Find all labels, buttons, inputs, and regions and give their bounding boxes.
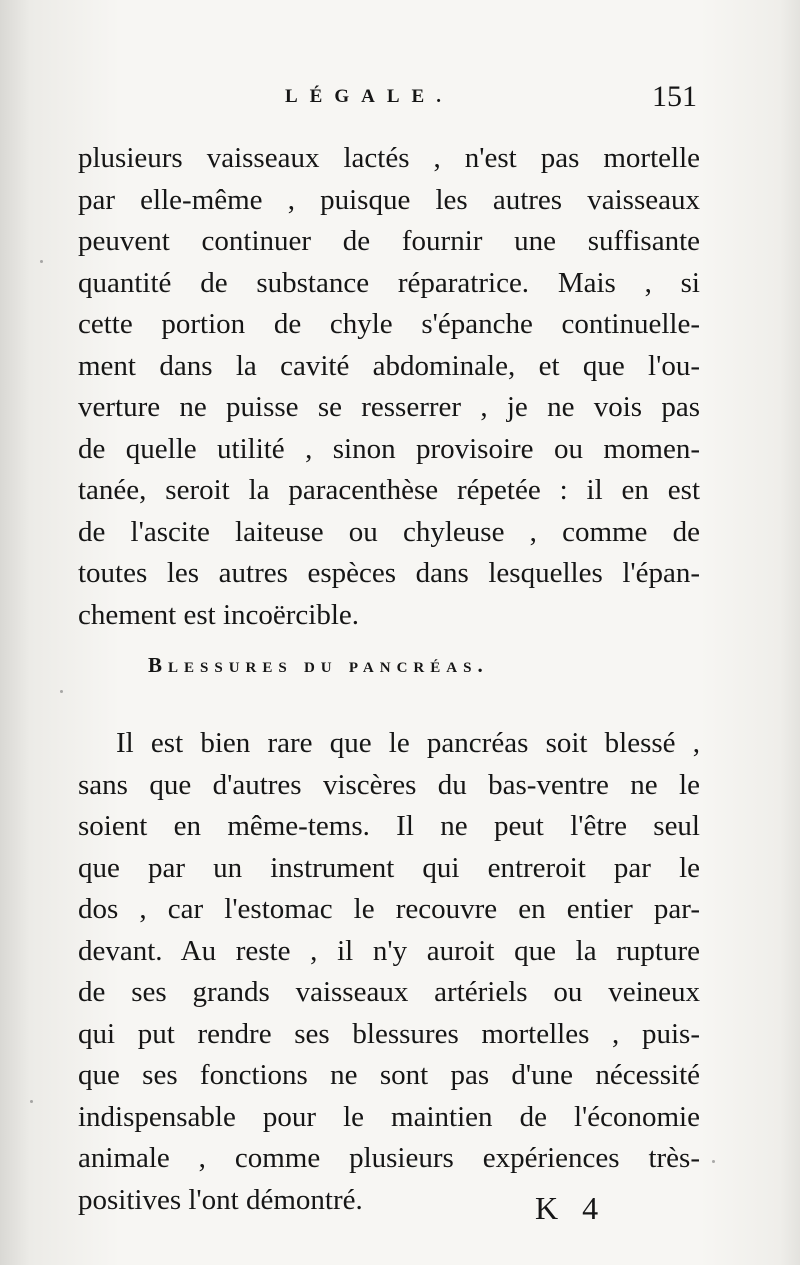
text-line: dos , car l'estomac le recouvre en entier par- xyxy=(78,893,700,925)
section-heading: Blessures du pancréas. xyxy=(148,653,489,677)
text-line: devant. Au reste , il n'y auroit que la rupture xyxy=(78,934,700,967)
page-number: 151 xyxy=(652,80,697,113)
text-line: quantité de substance réparatrice. Mais , si xyxy=(78,266,700,299)
text-line: ment dans la cavité abdominale, et que l'ou- xyxy=(78,349,700,382)
text-line: chement est incoërcible. xyxy=(78,598,360,631)
paper-speck xyxy=(30,1100,33,1103)
text-line: tanée, seroit la paracenthèse répetée : il en est xyxy=(78,474,700,506)
text-line: par elle-même , puisque les autres vaisseaux xyxy=(78,183,700,216)
paragraph-continued xyxy=(78,138,700,636)
text-line: Il est bien rare que le pancréas soit blessé , xyxy=(116,727,700,759)
text-line: positives l'ont démontré. xyxy=(78,1183,363,1216)
running-head xyxy=(0,80,800,120)
running-head-title: LÉGALE. xyxy=(285,86,453,107)
text-line: indispensable pour le maintien de l'économie xyxy=(78,1100,700,1133)
text-line: animale , comme plusieurs expériences très- xyxy=(78,1142,700,1174)
text-line: que ses fonctions ne sont pas d'une nécessité xyxy=(78,1059,700,1091)
text-line: sans que d'autres viscères du bas-ventre ne le xyxy=(78,768,700,801)
paper-speck xyxy=(60,690,63,693)
text-line: de l'ascite laiteuse ou chyleuse , comme de xyxy=(78,515,700,548)
text-line: plusieurs vaisseaux lactés , n'est pas mortelle xyxy=(78,142,700,174)
paper-speck xyxy=(40,260,43,263)
text-line: de ses grands vaisseaux artériels ou veineux xyxy=(78,976,700,1008)
text-line: que par un instrument qui entreroit par le xyxy=(78,851,700,884)
text-line: peuvent continuer de fournir une suffisante xyxy=(78,225,700,257)
text-line: verture ne puisse se resserrer , je ne vois pas xyxy=(78,391,700,423)
text-line: toutes les autres espèces dans lesquelles l'épan- xyxy=(78,557,700,589)
paper-speck xyxy=(712,1160,715,1163)
text-line: cette portion de chyle s'épanche continuelle- xyxy=(78,308,700,340)
text-line: qui put rendre ses blessures mortelles , puis- xyxy=(78,1017,700,1050)
text-line: de quelle utilité , sinon provisoire ou momen- xyxy=(78,432,700,465)
signature-mark: K 4 xyxy=(535,1190,607,1226)
paragraph-pancreas xyxy=(78,723,700,1221)
text-line: soient en même-tems. Il ne peut l'être seul xyxy=(78,810,700,842)
